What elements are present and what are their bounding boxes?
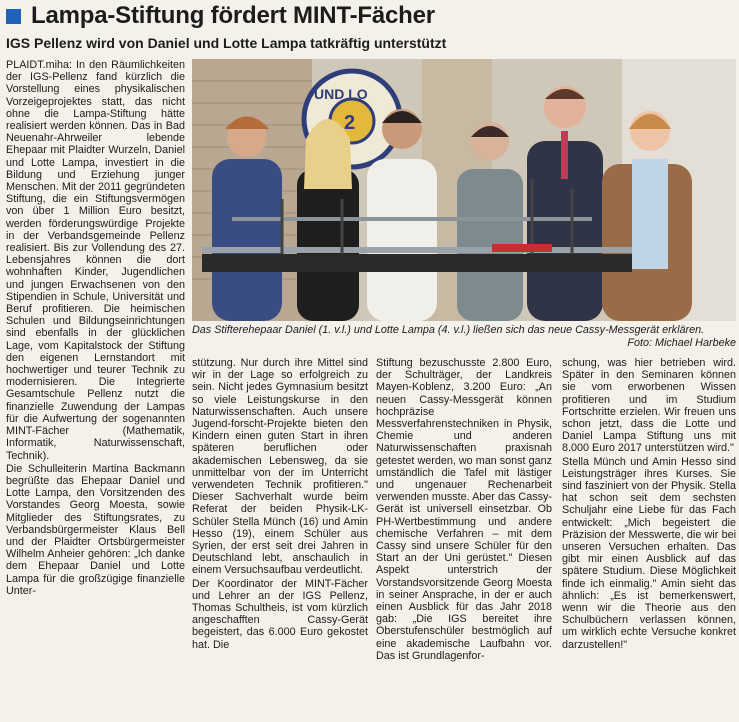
subheadline: IGS Pellenz wird von Daniel und Lotte Lampa tatkräftig unterstützt <box>6 35 447 51</box>
article-column-2 <box>192 357 368 719</box>
paragraph: schung, was hier betrieben wird. Später in den Seminaren können sie vom erworbenen Wissen profitieren und im Studium Fortschritte erzielen. Wir freuen uns schon jetzt, dass die Lotte und Daniel Lampa Stiftung uns mit 8.000 Euro 2017 unterstützen wird." <box>562 357 736 455</box>
article-photo <box>192 59 736 321</box>
paragraph: Die Schulleiterin Martina Backmann begrüßte das Ehepaar Daniel und Lotte Lampa, den Vorsitzenden des Vorstandes Georg Moesta, sowie Mitglieder des Stiftungsrates, zu Verbandsbürgermeister Klaus Bell und der Plaidter Ortsbürgermeister Wilhelm Anheier gehören: „Ich danke dem Ehepaar Daniel und Lotte Lampa für die großzügige finanzielle Unter- <box>6 462 185 597</box>
badge-text: 2 <box>344 112 356 134</box>
photo-credit: Foto: Michael Harbeke <box>627 336 736 349</box>
headline-marker <box>6 9 21 24</box>
paragraph: PLAIDT.miha: In den Räumlichkeiten der IGS-Pellenz fand kürzlich die Vorstellung eines physikalischen Vorzeigeprojektes statt, das nicht ohne die Lampa-Stiftung hätte realisiert werden können. Das in Bad Neuenahr-Ahrweiler lebende Ehepaar mit Plaidter Wurzeln, Daniel und Lotte Lampa, investiert in die Bildung und Erziehung junger Menschen. Mit der 2011 gegründeten Stiftung, die ein Stiftungsvermögen von über 1 Million Euro besitzt, werden förderungswürdige Projekte in der Verbandsgemeinde Pellenz realisiert. Bis zur Vollendung des 27. Lebensjahres können die dort wohnhaften Kinder, Jugendlichen und jungen Erwachsenen von den Stipendien in Schule, Universität und Beruf profitieren. Die heimischen Schulen und Bildungseinrichtungen sind ebenfalls in der glücklichen Lage, vom Kapitalstock der Stiftung den eigenen Lernstandort mit hochwertiger und teurer Technik zu modernisieren. Die Integrierte Gesamtschule Pellenz nutzt die finanzielle Zuwendung der Lampas für die Aufwertung der sogenannten MINT-Fächer (Mathematik, Informatik, Naturwissenschaft, Technik). <box>6 59 185 462</box>
paragraph: Der Koordinator der MINT-Fächer und Lehrer an der IGS Pellenz, Thomas Schultheis, ist vom kürzlich angeschafften Cassy-Gerät begeistert, das 6.000 Euro gekostet hat. Die <box>192 577 368 651</box>
photo-illustration <box>192 59 736 321</box>
article-column-3 <box>376 357 552 719</box>
caption-text: Das Stifterehepaar Daniel (1. v.l.) und Lotte Lampa (4. v.l.) ließen sich das neue Cassy-Messgerät erklären. <box>192 324 705 336</box>
banner-text: UND LO <box>314 86 368 102</box>
paragraph: Stiftung bezuschusste 2.800 Euro, der Schulträger, der Landkreis Mayen-Koblenz, 3.200 Euro: „An neuen Cassy-Messgerät können hochpräzise Messverfahrenstechniken in Physik, Chemie und anderen Naturwissenschaften praxisnah getestet werden, wo man sonst ganz umständlich die Tafel mit lästiger und ungenauer Rechenarbeit verwenden musste. Aber das Cassy-Gerät ist universell einsetzbar. Ob PH-Wertbestimmung und andere chemische Verfahren – mit dem Cassy sind unsere Schüler für den Start an der Uni gerüstet." Diesen Aspekt unterstrich der Vorstandsvorsitzende Georg Moesta in seiner Ansprache, in der er auch einen Ausblick für das Jahr 2018 gab: „Die IGS bereitet ihre Oberstufenschüler bestmöglich auf eine akademische Laufbahn vor. Das ist Grundlagenfor- <box>376 357 552 662</box>
article-column-4 <box>562 357 736 719</box>
headline: Lampa-Stiftung fördert MINT-Fächer <box>31 2 435 29</box>
paragraph: Stella Münch und Amin Hesso sind Leistungsträger ihres Kurses. Sie sind fasziniert von der Physik. Stella hat schon seit dem sechsten Schuljahr eine Liebe für das Fach entwickelt: „Mich begeistert die Präzision der Messwerte, die wir bei unseren Versuchen erhalten. Das gibt mir einen Ausblick auf das spätere Studium. Diese Möglichkeit finde ich einmalig." Amin sieht das ähnlich: „Es ist bemerkenswert, wenn wir die Theorie aus den Schulbüchern verlassen können, um wirklich echte Versuche konkret darzustellen!" <box>562 455 736 651</box>
headline-bar <box>3 2 736 32</box>
photo-caption <box>192 324 736 349</box>
paragraph: stützung. Nur durch ihre Mittel sind wir in der Lage so erfolgreich zu sein. Nicht jedes Gymnasium besitzt so viele Leistungskurse in den Naturwissenschaften. Auch unsere Jugend-forscht-Projekte bieten den Kindern einen guten Start in ihren späteren beruflichen oder akademischen Lebensweg, da sie unmittelbar von der im Unterricht verwendeten Technik profitieren." Dieser Sachverhalt wurde beim Referat der beiden Physik-LK-Schüler Stella Münch (16) und Amin Hesso (19), einem Schüler aus Syrien, der erst seit drei Jahren in Deutschland lebt, anschaulich in einem Versuchsaufbau verdeutlicht. <box>192 357 368 577</box>
article-column-1 <box>6 59 185 719</box>
